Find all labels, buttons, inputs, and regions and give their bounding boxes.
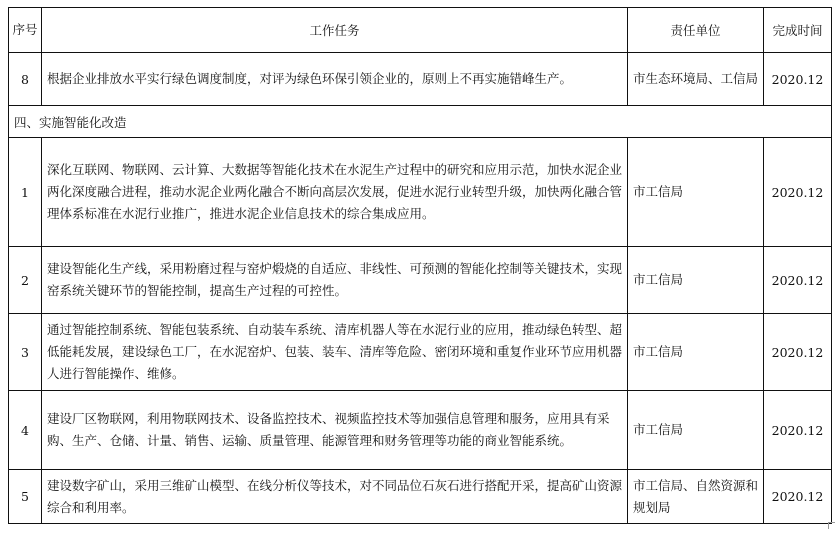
row-no: 1: [9, 138, 42, 247]
header-task: 工作任务: [42, 8, 628, 53]
section-row: [9, 106, 832, 138]
row-task: 根据企业排放水平实行绿色调度制度，对评为绿色环保引领企业的，原则上不再实施错峰生产。: [42, 53, 628, 106]
row-unit: 市生态环境局、工信局: [628, 53, 764, 106]
row-no: 8: [9, 53, 42, 106]
row-task: 深化互联网、物联网、云计算、大数据等智能化技术在水泥生产过程中的研究和应用示范，加快水泥企业两化深度融合进程，推动水泥企业两化融合不断向高层次发展，促进水泥行业转型升级，加快两化融合管理体系标准在水泥行业推广，推进水泥企业信息技术的综合集成应用。: [42, 138, 628, 247]
section-title: 四、实施智能化改造: [9, 106, 832, 138]
row-date: 2020.12: [764, 247, 832, 314]
row-date: 2020.12: [764, 314, 832, 391]
task-table-container: [8, 7, 832, 524]
header-row: [9, 8, 832, 53]
table-row: [9, 138, 832, 247]
header-date: 完成时间: [764, 8, 832, 53]
table-row: [9, 391, 832, 470]
row-unit: 市工信局: [628, 391, 764, 470]
row-no: 4: [9, 391, 42, 470]
row-unit: 市工信局: [628, 138, 764, 247]
row-unit: 市工信局: [628, 314, 764, 391]
table-row: [9, 314, 832, 391]
table-row: [9, 247, 832, 314]
row-date: 2020.12: [764, 391, 832, 470]
row-date: 2020.12: [764, 138, 832, 247]
table-row: [9, 53, 832, 106]
row-unit: 市工信局、自然资源和规划局: [628, 470, 764, 524]
row-task: 建设数字矿山，采用三维矿山模型、在线分析仪等技术，对不同品位石灰石进行搭配开采，提高矿山资源综合和利用率。: [42, 470, 628, 524]
row-no: 2: [9, 247, 42, 314]
task-table: [8, 7, 832, 524]
row-task: 通过智能控制系统、智能包装系统、自动装车系统、清库机器人等在水泥行业的应用，推动绿色转型、超低能耗发展，建设绿色工厂，在水泥窑炉、包装、装车、清库等危险、密闭环境和重复作业环节应用机器人进行智能操作、维修。: [42, 314, 628, 391]
page-corner-mark: [828, 522, 835, 529]
row-no: 3: [9, 314, 42, 391]
row-task: 建设智能化生产线，采用粉磨过程与窑炉煅烧的自适应、非线性、可预测的智能化控制等关键技术，实现窑系统关键环节的智能控制，提高生产过程的可控性。: [42, 247, 628, 314]
header-unit: 责任单位: [628, 8, 764, 53]
table-row: [9, 470, 832, 524]
header-no: 序号: [9, 8, 42, 53]
row-no: 5: [9, 470, 42, 524]
row-task: 建设厂区物联网，利用物联网技术、设备监控技术、视频监控技术等加强信息管理和服务，应用具有采购、生产、仓储、计量、销售、运输、质量管理、能源管理和财务管理等功能的商业智能系统。: [42, 391, 628, 470]
row-date: 2020.12: [764, 470, 832, 524]
row-date: 2020.12: [764, 53, 832, 106]
row-unit: 市工信局: [628, 247, 764, 314]
